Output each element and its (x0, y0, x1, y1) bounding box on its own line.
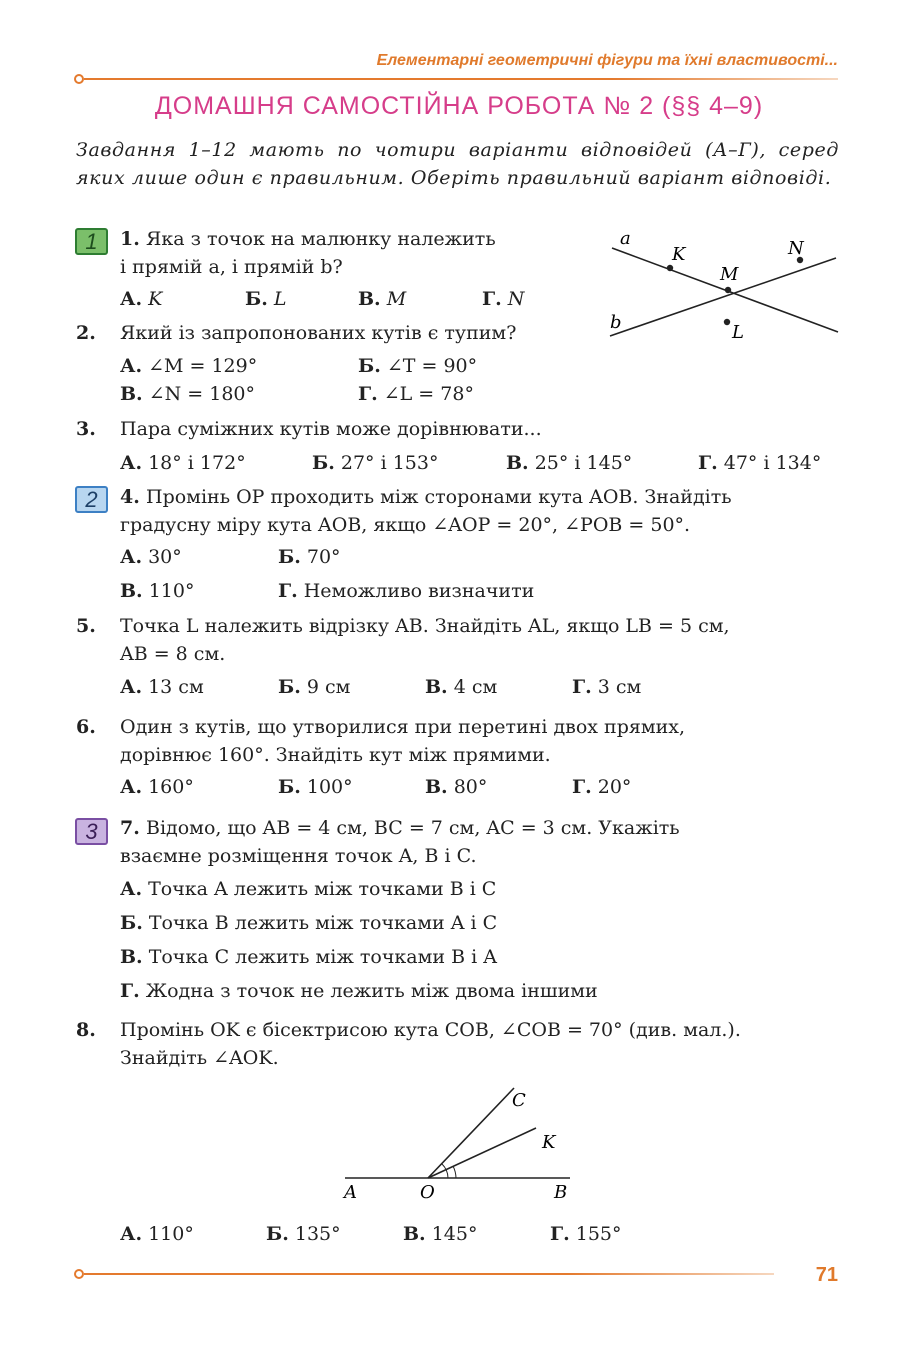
q7-option-b[interactable]: Б. Точка B лежить між точками A і C (120, 912, 498, 934)
question-5-text-line2: AB = 8 см. (120, 643, 226, 665)
figure1-label-m: M (720, 264, 739, 285)
q3-option-a[interactable]: А. 18° і 172° (120, 452, 246, 474)
q6-option-b[interactable]: Б. 100° (278, 776, 353, 798)
figure-intersecting-lines (600, 226, 850, 346)
q5-option-g[interactable]: Г. 3 см (572, 676, 642, 698)
figure1-label-l: L (732, 322, 744, 343)
question-7-number: 7. (120, 817, 140, 839)
q3-option-b[interactable]: Б. 27° і 153° (312, 452, 439, 474)
q3-option-v[interactable]: В. 25° і 145° (506, 452, 633, 474)
question-3-text: Пара суміжних кутів може дорівнювати... (120, 418, 542, 440)
figure2-label-k: K (542, 1132, 556, 1153)
level-1-badge: 1 (75, 228, 108, 255)
question-2-number: 2. (76, 322, 96, 344)
instructions: Завдання 1–12 мають по чотири варіанти відповідей (А–Г), серед яких лише один є правильним. Оберіть правильний варіант відповіді. (76, 139, 839, 189)
q1-option-v[interactable]: В. M (358, 288, 407, 310)
q7-option-v[interactable]: В. Точка C лежить між точками B і A (120, 946, 497, 968)
q8-option-b[interactable]: Б. 135° (266, 1223, 341, 1245)
question-1-text-line1: Яка з точок на малюнку належить (146, 228, 496, 250)
q4-option-g[interactable]: Г. Неможливо визначити (278, 580, 535, 602)
question-1-text-line2: і прямій a, і прямій b? (120, 256, 343, 278)
page-number: 71 (815, 1264, 838, 1286)
header-rule-circle (74, 74, 84, 84)
level-2-badge: 2 (75, 486, 108, 513)
question-6-text-line1: Один з кутів, що утворилися при перетині двох прямих, (120, 716, 686, 738)
question-4-text-line1: Промінь OP проходить між сторонами кута AOB. Знайдіть (146, 486, 732, 508)
q2-option-b[interactable]: Б. ∠T = 90° (358, 355, 478, 377)
figure2-label-o: O (420, 1182, 435, 1203)
figure1-label-a: a (620, 228, 631, 249)
question-4-text-line2: градусну міру кута AOB, якщо ∠AOP = 20°, ∠POB = 50°. (120, 514, 691, 536)
q4-option-v[interactable]: В. 110° (120, 580, 195, 602)
q5-option-v[interactable]: В. 4 см (425, 676, 498, 698)
q5-option-a[interactable]: А. 13 см (120, 676, 204, 698)
question-5-text-line1: Точка L належить відрізку AB. Знайдіть AL, якщо LB = 5 см, (120, 615, 730, 637)
question-7-text-line1: Відомо, що AB = 4 см, BC = 7 см, AC = 3 см. Укажіть (146, 817, 680, 839)
q6-option-g[interactable]: Г. 20° (572, 776, 632, 798)
q6-option-v[interactable]: В. 80° (425, 776, 488, 798)
question-8-number: 8. (76, 1019, 96, 1041)
header-rule (84, 78, 838, 80)
figure1-label-n: N (788, 238, 804, 259)
figure2-label-a: A (344, 1182, 357, 1203)
page-title: ДОМАШНЯ САМОСТІЙНА РОБОТА № 2 (§§ 4–9) (154, 92, 764, 120)
figure2-label-c: C (512, 1090, 526, 1111)
figure1-label-k: K (672, 244, 686, 265)
q1-option-b[interactable]: Б. L (245, 288, 287, 310)
question-1-number: 1. (120, 228, 140, 250)
q4-option-a[interactable]: А. 30° (120, 546, 182, 568)
q7-option-g[interactable]: Г. Жодна з точок не лежить між двома іншими (120, 980, 598, 1002)
figure1-label-b: b (610, 312, 622, 333)
question-6-text-line2: дорівнює 160°. Знайдіть кут між прямими. (120, 744, 551, 766)
figure-angle-bisector (330, 1080, 590, 1205)
figure2-label-b: B (554, 1182, 568, 1203)
question-5-number: 5. (76, 615, 96, 637)
q1-option-g[interactable]: Г. N (482, 288, 525, 310)
question-7-text-line2: взаємне розміщення точок A, B і C. (120, 845, 477, 867)
q4-option-b[interactable]: Б. 70° (278, 546, 341, 568)
q3-option-g[interactable]: Г. 47° і 134° (698, 452, 822, 474)
q2-option-v[interactable]: В. ∠N = 180° (120, 383, 255, 405)
q5-option-b[interactable]: Б. 9 см (278, 676, 351, 698)
question-8-text-line2: Знайдіть ∠AOK. (120, 1047, 279, 1069)
question-8-text-line1: Промінь OK є бісектрисою кута COB, ∠COB = 70° (див. мал.). (120, 1019, 741, 1041)
running-title: Елементарні геометричні фігури та їхні властивості... (376, 52, 838, 69)
question-3-number: 3. (76, 418, 96, 440)
q8-option-a[interactable]: А. 110° (120, 1223, 194, 1245)
q8-option-g[interactable]: Г. 155° (550, 1223, 622, 1245)
level-3-badge: 3 (75, 818, 108, 845)
q1-option-a[interactable]: А. K (120, 288, 163, 310)
footer-rule (84, 1273, 774, 1275)
q6-option-a[interactable]: А. 160° (120, 776, 194, 798)
question-2-text: Який із запропонованих кутів є тупим? (120, 322, 517, 344)
q8-option-v[interactable]: В. 145° (403, 1223, 478, 1245)
question-4-number: 4. (120, 486, 140, 508)
q2-option-g[interactable]: Г. ∠L = 78° (358, 383, 474, 405)
q7-option-a[interactable]: А. Точка A лежить між точками B і C (120, 878, 497, 900)
question-6-number: 6. (76, 716, 96, 738)
q2-option-a[interactable]: А. ∠M = 129° (120, 355, 258, 377)
footer-rule-circle (74, 1269, 84, 1279)
